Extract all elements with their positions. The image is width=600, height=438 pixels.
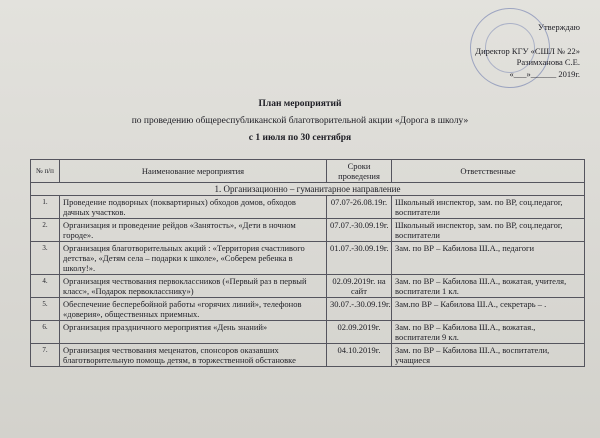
cell-name: Организация чествования меценатов, спонсоров оказавших благотворительную помощь детям, в торжественной обстановке (60, 344, 327, 367)
events-table (30, 159, 585, 367)
cell-responsible: Зам. по ВР – Кабилова Ш.А., педагоги (392, 242, 585, 275)
cell-name: Проведение подворных (поквартирных) обходов домов, обходов дачных участков. (60, 196, 327, 219)
approval-name: Разимханова С.Е. (516, 57, 580, 67)
table-row (31, 196, 585, 219)
section-row (31, 183, 585, 196)
cell-dates: 02.09.2019г. на сайт (327, 275, 392, 298)
cell-dates: 07.07-26.08.19г. (327, 196, 392, 219)
cell-name: Организация благотворительных акций : «Территория счастливого детства», «Детям села – подарки к школе», «Соберем ребенка в школу!». (60, 242, 327, 275)
cell-name: Обеспечение бесперебойной работы «горячих линий», телефонов «доверия», общественных приемных. (60, 298, 327, 321)
cell-num: 6. (31, 321, 60, 344)
title-line-1: План мероприятий (258, 99, 342, 109)
cell-responsible: Зам. по ВР – Кабилова Ш.А., воспитатели, учащиеся (392, 344, 585, 367)
cell-responsible: Зам. по ВР – Кабилова Ш.А., вожатая, учителя, воспитатели 1 кл. (392, 275, 585, 298)
table-row (31, 298, 585, 321)
title-line-2: по проведению общереспубликанской благотворительной акции «Дорога в школу» (131, 116, 469, 126)
document-title (0, 96, 600, 147)
cell-responsible: Зам.по ВР – Кабилова Ш.А., секретарь – . (392, 298, 585, 321)
table-header-row (31, 160, 585, 183)
cell-responsible: Школьный инспектор, зам. по ВР, соц.педагог, воспитатели (392, 219, 585, 242)
cell-responsible: Школьный инспектор, зам. по ВР, соц.педагог, воспитатели (392, 196, 585, 219)
cell-responsible: Зам. по ВР – Кабилова Ш.А., вожатая., воспитатели 9 кл. (392, 321, 585, 344)
cell-dates: 04.10.2019г. (327, 344, 392, 367)
table-row (31, 275, 585, 298)
cell-dates: 02.09.2019г. (327, 321, 392, 344)
table-row (31, 321, 585, 344)
cell-dates: 07.07.-30.09.19г. (327, 219, 392, 242)
approval-label: Утверждаю (537, 22, 580, 32)
header-num: № п/п (31, 160, 60, 183)
title-line-3: с 1 июля по 30 сентября (248, 133, 352, 143)
cell-num: 1. (31, 196, 60, 219)
header-name: Наименование мероприятия (60, 160, 327, 183)
section-title: 1. Организационно – гуманитарное направление (31, 183, 585, 196)
cell-name: Организация чествования первоклассников («Первый раз в первый класс», «Подарок первокласснику») (60, 275, 327, 298)
cell-num: 4. (31, 275, 60, 298)
cell-num: 5. (31, 298, 60, 321)
approval-director: Директор КГУ «СШЛ № 22» (475, 45, 580, 56)
cell-num: 3. (31, 242, 60, 275)
approval-block (400, 22, 580, 80)
table-row (31, 344, 585, 367)
table-row (31, 219, 585, 242)
header-dates: Сроки проведения (327, 160, 392, 183)
header-responsible: Ответственные (392, 160, 585, 183)
cell-dates: 30.07.-.30.09.19г. (327, 298, 392, 321)
cell-name: Организация праздничного мероприятия «День знаний» (60, 321, 327, 344)
approval-date: «___»______ 2019г. (509, 68, 580, 79)
cell-name: Организация и проведение рейдов «Занятость», «Дети в ночном городе». (60, 219, 327, 242)
cell-num: 7. (31, 344, 60, 367)
cell-dates: 01.07.-30.09.19г. (327, 242, 392, 275)
cell-num: 2. (31, 219, 60, 242)
table-row (31, 242, 585, 275)
